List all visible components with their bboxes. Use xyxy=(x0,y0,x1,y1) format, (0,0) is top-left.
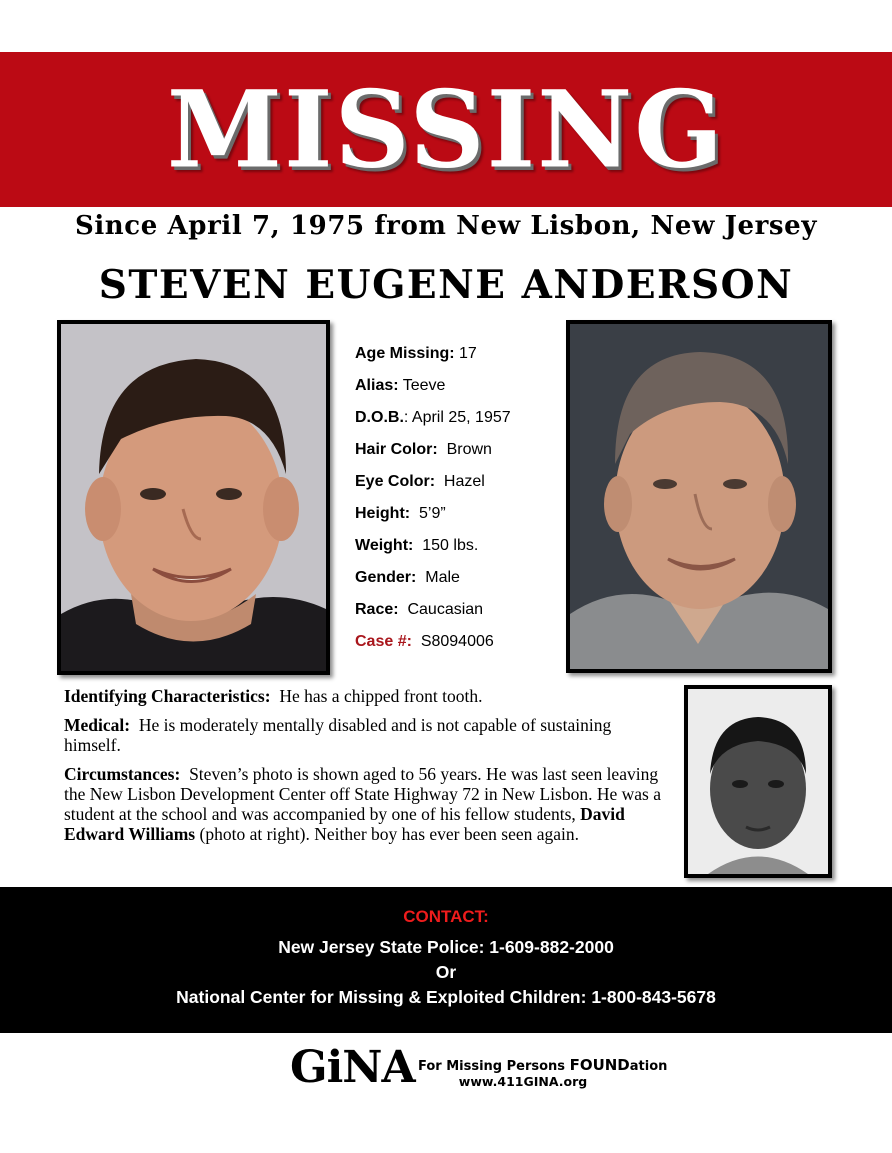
circumstances-text-end: (photo at right). Neither boy has ever been seen again. xyxy=(195,824,580,844)
fact-label: Height: xyxy=(355,505,411,522)
medical-label: Medical: xyxy=(64,715,131,735)
fact-case-number xyxy=(355,631,560,663)
tagline-prefix: For Missing Persons xyxy=(418,1059,570,1074)
photo-steven-age-progressed xyxy=(566,320,832,673)
medical-text: He is moderately mentally disabled and is not capable of sustaining himself. xyxy=(64,715,612,755)
physical-description xyxy=(355,343,560,663)
fact-label: Alias: xyxy=(355,377,399,394)
fact-label: Case #: xyxy=(355,633,412,650)
fact-value: 17 xyxy=(459,345,477,362)
fact-label: Gender: xyxy=(355,569,417,586)
medical xyxy=(64,715,669,755)
fact-label: Age Missing: xyxy=(355,345,455,362)
fact-value: Caucasian xyxy=(407,601,484,618)
banner-title: MISSING xyxy=(166,66,726,192)
contact-or: Or xyxy=(435,962,457,982)
fact-dob xyxy=(355,407,560,439)
tagline-suffix: ation xyxy=(629,1059,668,1074)
circumstances xyxy=(64,764,669,844)
photo-david-edward-williams xyxy=(684,685,832,878)
fact-alias xyxy=(355,375,560,407)
gina-logo: GiNA xyxy=(290,1042,415,1093)
gina-tagline xyxy=(418,1056,667,1074)
fact-value: : April 25, 1957 xyxy=(403,409,511,426)
fact-race xyxy=(355,599,560,631)
fact-value: S8094006 xyxy=(420,633,494,650)
fact-value: Hazel xyxy=(443,473,485,490)
circumstances-text: Steven’s photo is shown aged to 56 years. He was last seen leaving the New Lisbon Development Center off State Highway 72 in New Lisbon. He was a student at the school and was accompanied by one of his fellow students, xyxy=(64,764,661,824)
fact-age-missing xyxy=(355,343,560,375)
fact-gender xyxy=(355,567,560,599)
fact-value: 5’9” xyxy=(419,505,446,522)
fact-value: Teeve xyxy=(402,377,446,394)
fact-value: 150 lbs. xyxy=(422,537,479,554)
fact-label: Weight: xyxy=(355,537,414,554)
identifying-text: He has a chipped front tooth. xyxy=(279,686,483,706)
contact-state-police: New Jersey State Police: 1-609-882-2000 xyxy=(278,937,614,957)
missing-since-line: Since April 7, 1975 from New Lisbon, New Jersey xyxy=(74,211,818,241)
fact-height xyxy=(355,503,560,535)
circumstances-label: Circumstances: xyxy=(64,764,181,784)
missing-banner xyxy=(0,52,892,207)
contact-heading: CONTACT: xyxy=(403,907,489,926)
gina-website: www.411GINA.org xyxy=(458,1074,588,1089)
fact-label: Hair Color: xyxy=(355,441,438,458)
tagline-found: FOUND xyxy=(569,1056,630,1074)
identifying-characteristics xyxy=(64,686,669,706)
fact-value: Male xyxy=(425,569,460,586)
fact-label: Race: xyxy=(355,601,399,618)
person-name: STEVEN EUGENE ANDERSON xyxy=(98,262,794,308)
companion-name: David Edward Williams xyxy=(64,804,625,844)
fact-label: D.O.B. xyxy=(355,409,404,426)
fact-hair-color xyxy=(355,439,560,471)
photo-steven-age-17 xyxy=(57,320,330,675)
case-details xyxy=(64,686,669,853)
fact-value: Brown xyxy=(446,441,492,458)
fact-label: Eye Color: xyxy=(355,473,436,490)
fact-weight xyxy=(355,535,560,567)
fact-eye-color xyxy=(355,471,560,503)
contact-panel xyxy=(0,887,892,1033)
contact-ncmec: National Center for Missing & Exploited Children: 1-800-843-5678 xyxy=(176,987,716,1007)
identifying-label: Identifying Characteristics: xyxy=(64,686,271,706)
